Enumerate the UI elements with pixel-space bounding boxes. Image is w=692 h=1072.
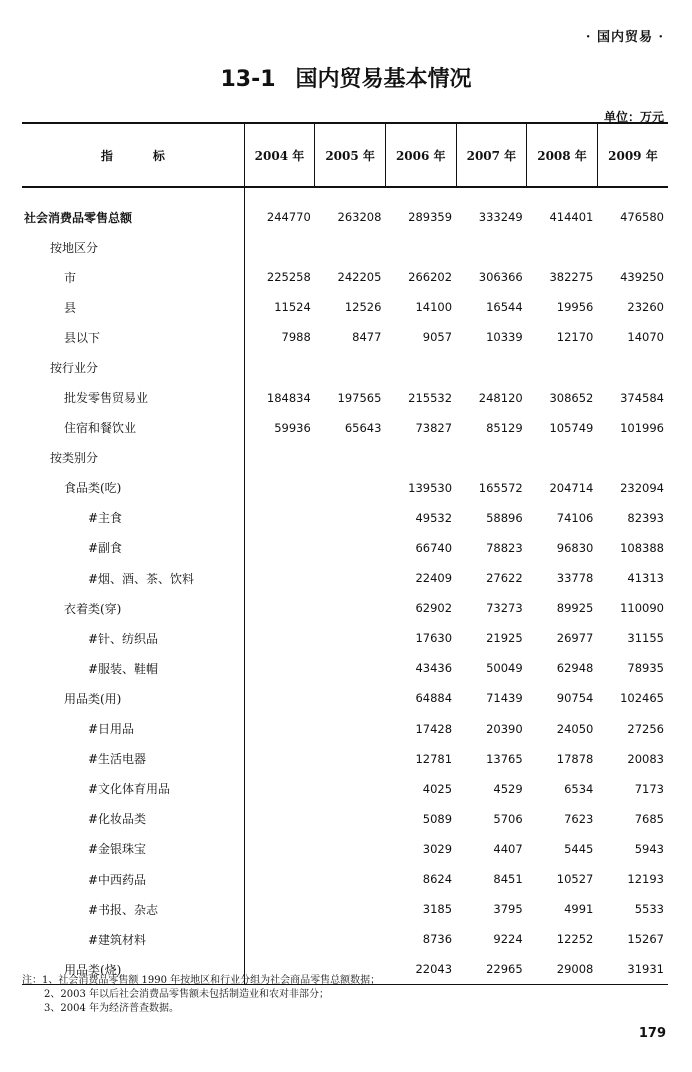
cell-value: 232094 — [620, 480, 664, 495]
cell-value: 105749 — [549, 420, 594, 435]
cell-value: 22965 — [456, 954, 527, 985]
cell-value: 12193 — [627, 872, 664, 887]
cell-value: 101996 — [620, 420, 664, 435]
cell-value: 26977 — [556, 631, 594, 646]
cell-value: 71439 — [486, 691, 523, 706]
cell-value: 58896 — [486, 510, 523, 525]
cell-value: 31155 — [627, 631, 664, 646]
cell-value — [315, 714, 386, 744]
cell-value — [244, 894, 315, 924]
cell-value: 266202 — [408, 270, 453, 285]
cell-value: 14100 — [415, 300, 453, 315]
row-label: #生活电器 — [88, 752, 147, 767]
cell-value: 59936 — [244, 413, 315, 443]
page-number: 179 — [638, 1026, 666, 1041]
table-row — [22, 563, 668, 593]
cell-value — [244, 924, 315, 954]
cell-value: 20390 — [486, 721, 523, 736]
table-row — [22, 232, 668, 262]
cell-value — [315, 683, 386, 713]
column-header-2008: 2008 年 — [527, 123, 598, 187]
cell-value — [597, 352, 668, 382]
column-header-indicator: 指标 — [22, 123, 244, 187]
cell-value: 62948 — [556, 661, 594, 676]
column-header-2004: 2004 年 — [244, 123, 315, 187]
trade-table — [22, 122, 668, 985]
cell-value: 96830 — [556, 540, 594, 555]
row-label: 市 — [64, 270, 77, 285]
cell-value: 43436 — [415, 661, 453, 676]
table-row — [22, 714, 668, 744]
page-title — [0, 62, 692, 93]
table-row — [22, 413, 668, 443]
cell-value: 4991 — [564, 902, 594, 917]
cell-value: 263208 — [337, 210, 382, 224]
column-header-2006: 2006 年 — [385, 123, 456, 187]
cell-value — [315, 593, 386, 623]
table-row — [22, 894, 668, 924]
cell-value — [244, 864, 315, 894]
header-row — [22, 123, 668, 187]
cell-value — [315, 473, 386, 503]
cell-value: 374584 — [620, 390, 664, 405]
cell-value — [315, 623, 386, 653]
cell-value: 8736 — [422, 932, 453, 947]
cell-value — [385, 352, 456, 382]
cell-value: 90754 — [556, 691, 594, 706]
cell-value — [315, 924, 386, 954]
table-row — [22, 473, 668, 503]
row-label: 食品类(吃) — [64, 481, 122, 496]
cell-value: 4529 — [493, 781, 523, 796]
cell-value: 41313 — [627, 571, 664, 586]
cell-value: 65643 — [344, 420, 382, 435]
cell-value: 7623 — [564, 811, 594, 826]
cell-value: 225258 — [244, 262, 315, 292]
cell-value: 333249 — [478, 210, 523, 224]
cell-value: 4407 — [493, 841, 523, 856]
cell-value: 29008 — [527, 954, 598, 985]
cell-value: 85129 — [486, 420, 523, 435]
footnote-3: 3、2004 年为经济普查数据。 — [44, 1003, 179, 1014]
row-label: 按类别分 — [50, 451, 99, 466]
cell-value — [244, 774, 315, 804]
column-header-2007: 2007 年 — [456, 123, 527, 187]
cell-value — [315, 563, 386, 593]
row-label: #副食 — [88, 541, 123, 556]
table-number: 13-1 — [220, 67, 276, 92]
row-label: #中西药品 — [88, 872, 147, 887]
row-label: #金银珠宝 — [88, 842, 147, 857]
cell-value — [315, 804, 386, 834]
cell-value: 24050 — [556, 721, 594, 736]
cell-value: 439250 — [620, 270, 664, 285]
cell-value: 17428 — [415, 721, 453, 736]
row-label: 用品类(用) — [64, 691, 122, 706]
cell-value: 476580 — [620, 210, 664, 224]
column-header-2009: 2009 年 — [597, 123, 668, 187]
cell-value: 289359 — [408, 210, 453, 224]
cell-value: 16544 — [486, 300, 523, 315]
cell-value — [244, 623, 315, 653]
table-row — [22, 352, 668, 382]
cell-value: 73827 — [415, 420, 453, 435]
row-label: 县 — [64, 300, 77, 315]
cell-value: 9224 — [493, 932, 523, 947]
row-label: #书报、杂志 — [88, 902, 159, 917]
cell-value: 308652 — [549, 390, 594, 405]
table-row — [22, 322, 668, 352]
cell-value: 242205 — [337, 270, 382, 285]
cell-value — [244, 683, 315, 713]
table-row — [22, 443, 668, 473]
cell-value — [315, 864, 386, 894]
table-row — [22, 774, 668, 804]
cell-value — [315, 744, 386, 774]
cell-value — [244, 834, 315, 864]
cell-value: 7173 — [634, 781, 664, 796]
cell-value — [597, 443, 668, 473]
cell-value — [456, 443, 527, 473]
cell-value: 5943 — [634, 841, 664, 856]
cell-value: 5445 — [564, 841, 594, 856]
cell-value — [244, 443, 315, 473]
row-label: 县以下 — [64, 330, 101, 345]
cell-value — [315, 834, 386, 864]
cell-value: 7988 — [244, 322, 315, 352]
cell-value — [244, 352, 315, 382]
section-tag: · 国内贸易 · — [585, 30, 664, 45]
cell-value — [385, 232, 456, 262]
footnote-1: 注：1、社会消费品零售额 1990 年按地区和行业分组为社会商品零售总额数据； — [22, 975, 381, 986]
cell-value: 82393 — [627, 510, 664, 525]
cell-value: 4025 — [422, 781, 453, 796]
cell-value — [315, 232, 386, 262]
row-label: 衣着类(穿) — [64, 601, 122, 616]
cell-value: 23260 — [627, 300, 664, 315]
cell-value: 74106 — [556, 510, 594, 525]
cell-value — [527, 352, 598, 382]
unit-label: 单位：万元 — [603, 110, 664, 124]
table-row — [22, 653, 668, 683]
cell-value — [244, 563, 315, 593]
cell-value — [315, 653, 386, 683]
cell-value — [597, 232, 668, 262]
table-title: 国内贸易基本情况 — [295, 66, 472, 92]
row-label: #服装、鞋帽 — [88, 661, 159, 676]
row-label: #建筑材料 — [88, 932, 147, 947]
cell-value: 12526 — [344, 300, 382, 315]
footnote-2: 2、2003 年以后社会消费品零售额未包括制造业和农对非部分； — [44, 989, 329, 1000]
cell-value: 27256 — [627, 721, 664, 736]
cell-value: 184834 — [244, 382, 315, 412]
row-label: #主食 — [88, 511, 123, 526]
cell-value: 19956 — [556, 300, 594, 315]
row-label: #化妆品类 — [88, 812, 147, 827]
cell-value — [244, 744, 315, 774]
cell-value: 12252 — [556, 932, 594, 947]
cell-value: 139530 — [408, 480, 453, 495]
cell-value — [315, 774, 386, 804]
cell-value: 12170 — [556, 330, 594, 345]
table-row — [22, 864, 668, 894]
row-label: 批发零售贸易业 — [64, 391, 149, 406]
cell-value: 13765 — [486, 751, 523, 766]
cell-value: 49532 — [415, 510, 453, 525]
cell-value: 17630 — [415, 631, 453, 646]
cell-value — [244, 503, 315, 533]
row-label: #烟、酒、茶、饮料 — [88, 571, 195, 586]
cell-value: 382275 — [549, 270, 594, 285]
row-label: 按行业分 — [50, 360, 99, 375]
cell-value: 8451 — [493, 872, 523, 887]
cell-value — [315, 352, 386, 382]
cell-value: 27622 — [486, 571, 523, 586]
cell-value: 33778 — [556, 571, 594, 586]
cell-value: 14070 — [627, 330, 664, 345]
cell-value: 22043 — [385, 954, 456, 985]
cell-value — [244, 232, 315, 262]
cell-value: 31931 — [597, 954, 668, 985]
cell-value: 21925 — [486, 631, 523, 646]
cell-value — [315, 533, 386, 563]
cell-value — [527, 443, 598, 473]
column-header-2005: 2005 年 — [315, 123, 386, 187]
footnotes — [22, 974, 380, 1016]
row-label: #日用品 — [88, 722, 135, 737]
table-row — [22, 623, 668, 653]
row-label: #针、纺织品 — [88, 631, 159, 646]
cell-value: 64884 — [415, 691, 453, 706]
cell-value — [385, 443, 456, 473]
cell-value — [315, 894, 386, 924]
cell-value: 15267 — [627, 932, 664, 947]
cell-value: 10527 — [556, 872, 594, 887]
row-label: 按地区分 — [50, 240, 99, 255]
table-row — [22, 533, 668, 563]
cell-value — [315, 443, 386, 473]
cell-value — [456, 352, 527, 382]
cell-value: 22409 — [415, 571, 453, 586]
cell-value — [456, 232, 527, 262]
cell-value: 78823 — [486, 540, 523, 555]
cell-value: 215532 — [408, 390, 453, 405]
cell-value — [244, 593, 315, 623]
cell-value: 66740 — [415, 540, 453, 555]
table-row — [22, 262, 668, 292]
table-row — [22, 292, 668, 322]
cell-value: 204714 — [549, 480, 594, 495]
cell-value: 11524 — [244, 292, 315, 322]
row-label: 用品类(烧) — [22, 954, 244, 985]
cell-value: 20083 — [627, 751, 664, 766]
cell-value — [244, 533, 315, 563]
table-row — [22, 593, 668, 623]
cell-value: 248120 — [478, 390, 523, 405]
cell-value: 5533 — [634, 902, 664, 917]
table-row — [22, 683, 668, 713]
cell-value: 197565 — [337, 390, 382, 405]
cell-value — [244, 473, 315, 503]
cell-value — [315, 503, 386, 533]
table-row — [22, 924, 668, 954]
cell-value: 3185 — [422, 902, 453, 917]
row-label: 社会消费品零售总额 — [24, 210, 133, 225]
cell-value — [244, 653, 315, 683]
cell-value — [244, 804, 315, 834]
table-row — [22, 503, 668, 533]
table-row — [22, 834, 668, 864]
cell-value: 8477 — [352, 330, 382, 345]
cell-value: 9057 — [422, 330, 453, 345]
table-row — [22, 382, 668, 412]
cell-value: 244770 — [244, 187, 315, 232]
cell-value: 89925 — [556, 601, 594, 616]
cell-value: 414401 — [549, 210, 594, 224]
cell-value: 3029 — [422, 841, 453, 856]
cell-value: 108388 — [620, 540, 664, 555]
table-row — [22, 804, 668, 834]
cell-value: 6534 — [564, 781, 594, 796]
cell-value: 306366 — [478, 270, 523, 285]
cell-value: 62902 — [415, 601, 453, 616]
cell-value: 5706 — [493, 811, 523, 826]
cell-value — [244, 714, 315, 744]
cell-value: 12781 — [415, 751, 453, 766]
cell-value: 50049 — [486, 661, 523, 676]
row-label: #文化体育用品 — [88, 782, 171, 797]
cell-value: 110090 — [620, 601, 664, 616]
cell-value: 165572 — [478, 480, 523, 495]
cell-value: 8624 — [422, 872, 453, 887]
cell-value: 73273 — [486, 601, 523, 616]
cell-value: 102465 — [620, 691, 664, 706]
cell-value: 10339 — [486, 330, 523, 345]
cell-value: 3795 — [493, 902, 523, 917]
cell-value: 7685 — [634, 811, 664, 826]
table-row — [22, 187, 668, 232]
row-label: 住宿和餐饮业 — [64, 421, 137, 436]
cell-value: 17878 — [556, 751, 594, 766]
cell-value — [527, 232, 598, 262]
cell-value: 78935 — [627, 661, 664, 676]
table-row — [22, 744, 668, 774]
cell-value: 5089 — [422, 811, 453, 826]
